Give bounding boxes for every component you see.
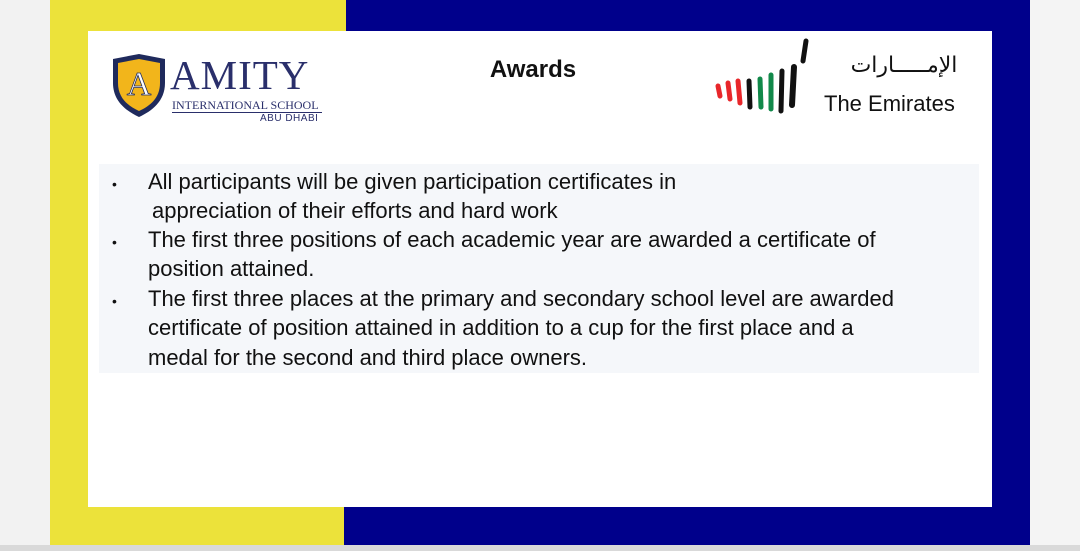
slide [88, 31, 992, 507]
screen-margin-bottom [0, 545, 1080, 551]
list-item-line: medal for the second and third place owners. [148, 344, 588, 370]
shield-letter: A [126, 66, 152, 103]
emirates-stripes-icon [708, 37, 818, 123]
emirates-english-text: The Emirates [824, 91, 955, 116]
bullet-marker: • [112, 176, 117, 192]
screen-margin-right [1030, 0, 1080, 551]
list-item [148, 225, 976, 284]
amity-wordmark: AMITY [170, 52, 310, 98]
bullet-marker: • [112, 234, 117, 250]
bullet-marker: • [112, 293, 117, 309]
frame-yellow-left [50, 0, 88, 545]
amity-subtitle: INTERNATIONAL SCHOOL [172, 98, 319, 112]
list-item-line: All participants will be given participation certificates in [148, 169, 677, 194]
bullet-list [99, 164, 979, 373]
amity-city: ABU DHABI [260, 113, 319, 124]
list-item-line: appreciation of their efforts and hard work [152, 198, 558, 224]
frame-yellow-bottom [50, 506, 344, 545]
list-item-line: certificate of position attained in addition to a cup for the first place and a [148, 315, 854, 341]
list-item-line: The first three places at the primary and secondary school level are awarded [148, 286, 894, 311]
list-item [148, 284, 976, 372]
slide-title: Awards [489, 56, 577, 83]
emirates-logo [708, 37, 988, 123]
emirates-arabic-text: الإمـــــارات [850, 53, 958, 78]
list-item-line: The first three positions of each academic year are awarded a certificate of [148, 227, 876, 252]
list-item [148, 167, 976, 226]
frame-yellow-top [50, 0, 346, 34]
amity-shield-icon [110, 53, 168, 119]
list-item-line: position attained. [148, 256, 315, 282]
amity-logo [110, 51, 325, 123]
